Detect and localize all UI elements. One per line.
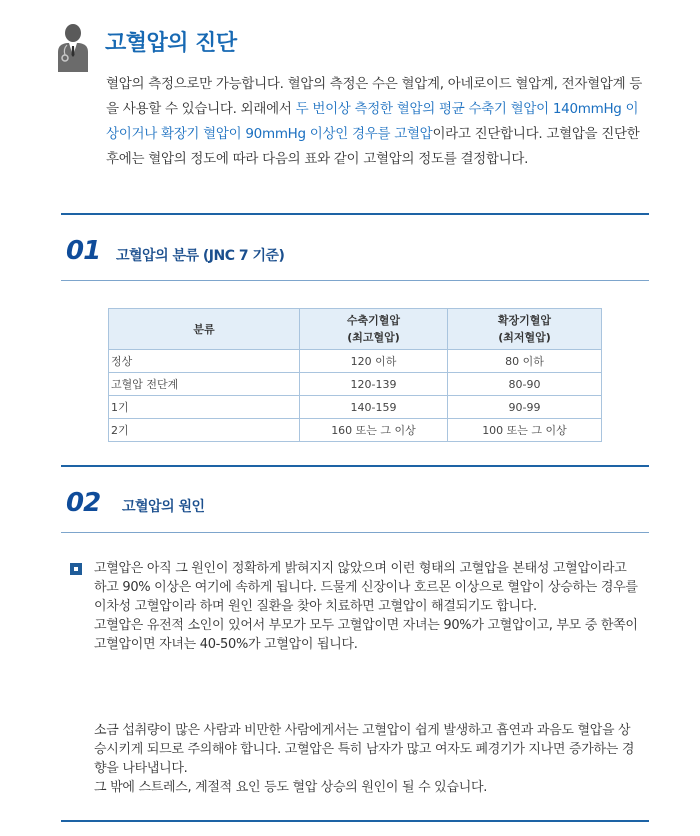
classification-table: [108, 308, 602, 442]
column-header: 분류: [109, 309, 300, 350]
risk-text-block: [94, 721, 642, 797]
table-row: [109, 419, 602, 442]
section-number: 02: [66, 488, 101, 518]
cause-text-block: [94, 559, 642, 654]
table-cell: 정상: [109, 350, 300, 373]
table-cell: 고혈압 전단계: [109, 373, 300, 396]
table-cell: 100 또는 그 이상: [448, 419, 602, 442]
section-divider: [61, 820, 649, 822]
intro-text: 혈압의 측정으로만 가능합니다. 혈압의 측정은 수은 혈압계, 아네로이드 혈압계, 전자혈압계 등을 사용할 수 있습니다. 외래에서: [106, 76, 643, 117]
section-divider: [61, 465, 649, 467]
risk-paragraph: 그 밖에 스트레스, 계절적 요인 등도 혈압 상승의 원인이 될 수 있습니다.: [94, 780, 488, 795]
table-row: [109, 396, 602, 419]
section-divider: [61, 280, 649, 281]
cause-paragraph: 고혈압은 아직 그 원인이 정확하게 밝혀지지 않았으며 이런 형태의 고혈압을 본태성 고혈압이라고 하고 90% 이상은 여기에 속하게 됩니다. 드물게 신장이나 호르몬 이상으로 혈압이 상승하는 경우를 이차성 고혈압이라 하며 원인 질환을 찾아 치료하면 고혈압이 해결되기도 합니다.: [94, 561, 638, 614]
table-cell: 80-90: [448, 373, 602, 396]
section-number: 01: [66, 236, 101, 266]
table-cell: 120 이하: [300, 350, 448, 373]
risk-paragraph: 소금 섭취량이 많은 사람과 비만한 사람에게서는 고혈압이 쉽게 발생하고 흡연과 과음도 혈압을 상승시키게 되므로 주의해야 합니다. 고혈압은 특히 남자가 많고 여자도 폐경기가 지나면 증가하는 경향을 나타냅니다.: [94, 723, 635, 776]
doctor-icon: [55, 22, 91, 74]
table-row: [109, 373, 602, 396]
section-divider: [61, 532, 649, 533]
section-title: 고혈압의 원인: [122, 499, 205, 515]
table-header-row: [109, 309, 602, 350]
table-cell: 90-99: [448, 396, 602, 419]
table-cell: 140-159: [300, 396, 448, 419]
intro-highlight: 두 번이상 측정한 혈압의 평균 수축기 혈압이 140mmHg 이상이거나 확장기 혈압이 90mmHg 이상인 경우를 고혈압: [106, 101, 639, 142]
section-title: 고혈압의 분류 (JNC 7 기준): [116, 248, 285, 264]
table-cell: 120-139: [300, 373, 448, 396]
table-cell: 80 이하: [448, 350, 602, 373]
intro-paragraph: [106, 72, 651, 172]
square-bullet-icon: [70, 563, 82, 575]
table-cell: 2기: [109, 419, 300, 442]
cause-paragraph: 고혈압은 유전적 소인이 있어서 부모가 모두 고혈압이면 자녀는 90%가 고혈압이고, 부모 중 한쪽이 고혈압이면 자녀는 40-50%가 고혈압이 됩니다.: [94, 618, 638, 652]
table-row: [109, 350, 602, 373]
section-divider: [61, 213, 649, 215]
table-cell: 1기: [109, 396, 300, 419]
table-cell: 160 또는 그 이상: [300, 419, 448, 442]
page-title: 고혈압의 진단: [105, 31, 237, 56]
intro-text-end: 이라고 진단합니다. 고혈압을 진단한 후에는 혈압의 정도에 따라 다음의 표와 같이 고혈압의 정도를 결정합니다.: [106, 126, 640, 167]
column-header: 수축기혈압 (최고혈압): [300, 309, 448, 350]
column-header: 확장기혈압 (최저혈압): [448, 309, 602, 350]
